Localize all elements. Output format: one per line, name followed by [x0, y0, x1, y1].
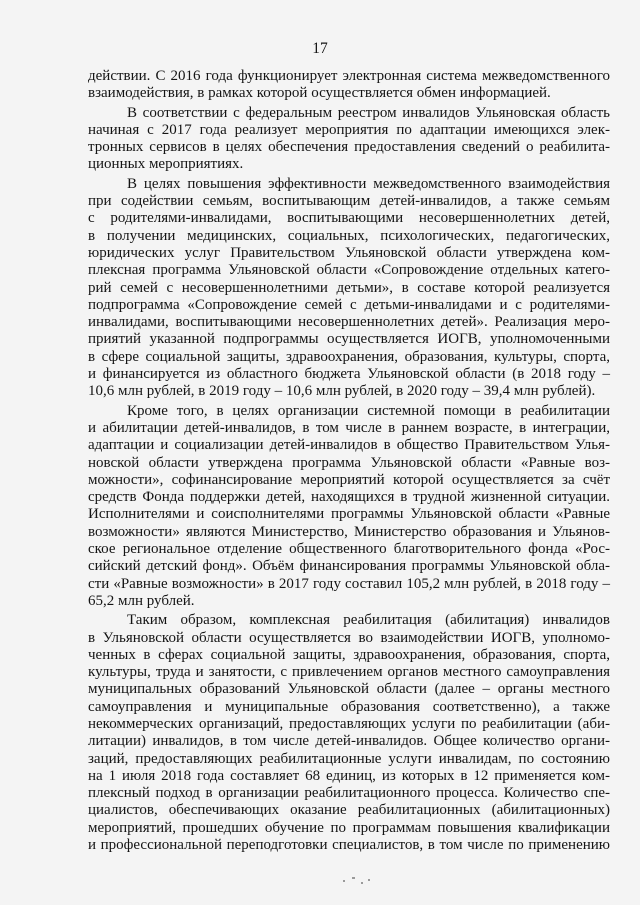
- scan-speck: [343, 880, 345, 882]
- paragraph-5-line-11: плексный подход в организации реабилитационного процесса. Количество спе-: [88, 785, 610, 802]
- paragraph-3-line-12: и финансируется из областного бюджета Ульяновской области (в 2018 году –: [88, 366, 610, 383]
- paragraph-4-line-10: сийский детский фонд». Объём финансирования программы Ульяновской обла-: [88, 558, 610, 575]
- paragraph-5-line-7: некоммерческих организаций, предоставляющих услуги по реабилитации (аби-: [88, 715, 610, 732]
- paragraph-5-line-5: муниципальных образований Ульяновской области (далее – органы местного: [88, 681, 610, 698]
- paragraph-5-line-9: заций, предоставляющих реабилитационные услуги инвалидам, по состоянию: [88, 750, 610, 767]
- paragraph-4-line-3: адаптации и социализации детей-инвалидов в общество Правительством Улья-: [88, 437, 610, 454]
- paragraph-2-line-2: начиная с 2017 года реализует мероприятия по адаптации имеющихся элек-: [88, 121, 610, 138]
- paragraph-5-line-1: Таким образом, комплексная реабилитация (абилитация) инвалидов: [127, 612, 610, 629]
- paragraph-5-line-12: циалистов, обеспечивающих оказание реабилитационных (абилитационных): [88, 802, 610, 819]
- paragraph-4-line-4: новской области утверждена программа Ульяновской области «Равные воз-: [88, 454, 610, 471]
- paragraph-4-line-8: возможности» являются Министерство, Министерство образования и Ульянов-: [88, 523, 610, 540]
- paragraph-3-line-6: плексная программа Ульяновской области «Сопровождение отдельных катего-: [88, 262, 610, 279]
- paragraph-3-line-10: приятий указанной подпрограммы осуществляется ИОГВ, уполномоченными: [88, 331, 610, 348]
- paragraph-5-line-8: литации) инвалидов, в том числе детей-инвалидов. Общее количество органи-: [88, 733, 610, 750]
- paragraph-3-line-1: В целях повышения эффективности межведомственного взаимодействия: [127, 175, 610, 192]
- paragraph-5-line-13: мероприятий, прошедших обучение по программам повышения квалификации: [88, 819, 610, 836]
- paragraph-3-line-3: с родителями-инвалидами, воспитывающими несовершеннолетних детей,: [88, 210, 610, 227]
- paragraph-5-line-10: на 1 июля 2018 года составляет 68 единиц, из которых в 12 применяется ком-: [88, 767, 610, 784]
- paragraph-4-line-6: средств Фонда поддержки детей, находящихся в трудной жизненной ситуации.: [88, 489, 610, 506]
- paragraph-1-line-1: действии. С 2016 года функционирует электронная система межведомственного: [88, 68, 610, 84]
- paragraph-3-line-7: рий семей с несовершеннолетними детьми», в составе которой реализуется: [88, 279, 610, 296]
- body-text: [88, 68, 610, 854]
- paragraph-4-line-12: 65,2 млн рублей.: [88, 592, 195, 609]
- paragraph-2-line-3: тронных сервисов в целях обеспечения предоставления сведений о реабилита-: [88, 139, 610, 156]
- scan-speck: [352, 877, 355, 879]
- paragraph-3-line-8: подпрограмма «Сопровождение семей с детьми-инвалидами и с родителями-: [88, 296, 610, 313]
- paragraph-2-line-4: ционных мероприятиях.: [88, 156, 244, 173]
- paragraph-5-line-3: ченных в сферах социальной защиты, здравоохранения, образования, спорта,: [88, 646, 610, 663]
- paragraph-1-line-2: взаимодействия, в рамках которой осуществляется обмен информацией.: [88, 85, 551, 102]
- paragraph-4-line-7: Исполнителями и соисполнителями программы Ульяновской области «Равные: [88, 506, 610, 523]
- paragraph-5-line-2: в Ульяновской области осуществляется во взаимодействии ИОГВ, уполномо-: [88, 629, 610, 646]
- paragraph-4-line-5: можности», софинансирование мероприятий которой осуществляется за счёт: [88, 471, 610, 488]
- scan-speck: [368, 879, 370, 881]
- paragraph-3-line-2: при содействии семьям, воспитывающим детей-инвалидов, а также семьям: [88, 193, 610, 210]
- paragraph-4-line-11: сти «Равные возможности» в 2017 году составил 105,2 млн рублей, в 2018 году –: [88, 575, 610, 592]
- page-number: 17: [312, 40, 328, 57]
- paragraph-5-line-14: и профессиональной переподготовки специалистов, в том числе по применению: [88, 837, 610, 854]
- paragraph-5-line-6: самоуправления и муниципальные образования соответственно), а также: [88, 698, 610, 715]
- paragraph-3-line-11: в сфере социальной защиты, здравоохранения, образования, культуры, спорта,: [88, 348, 610, 365]
- scan-speck: [361, 882, 363, 884]
- paragraph-4-line-2: и абилитации детей-инвалидов, в том числе в раннем возрасте, в интеграции,: [88, 419, 610, 436]
- paragraph-3-line-5: юридических услуг Правительством Ульяновской области утверждена ком-: [88, 244, 610, 261]
- paragraph-3-line-13: 10,6 млн рублей, в 2019 году – 10,6 млн рублей, в 2020 году – 39,4 млн рублей).: [88, 383, 596, 400]
- paragraph-3-line-4: в получении медицинских, социальных, психологических, педагогических,: [88, 227, 610, 244]
- paragraph-4-line-1: Кроме того, в целях организации системной помощи в реабилитации: [127, 402, 610, 419]
- paragraph-4-line-9: ское региональное отделение общественного благотворительного фонда «Рос-: [88, 541, 610, 558]
- paragraph-5-line-4: культуры, труда и занятости, с привлечением органов местного самоуправления: [88, 664, 610, 681]
- paragraph-2-line-1: В соответствии с федеральным реестром инвалидов Ульяновская область: [127, 104, 610, 121]
- paragraph-3-line-9: инвалидами, воспитывающими несовершеннолетних детей». Реализация меро-: [88, 314, 610, 331]
